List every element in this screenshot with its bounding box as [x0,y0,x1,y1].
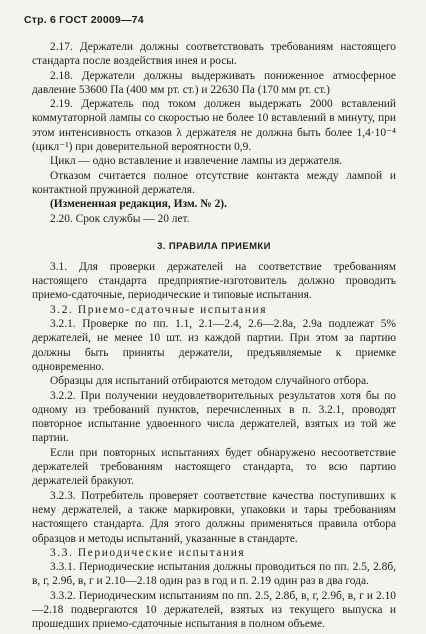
subsection-heading-3-2: 3.2. Приемо-сдаточные испытания [50,303,268,316]
page-header: Стр. 6 ГОСТ 20009—74 [24,14,144,26]
paragraph-2-20: 2.20. Срок службы — 20 лет. [50,212,190,225]
paragraph-3-3-2: 3.3.2. Периодическим испытаниям по пп. 2.5, 2.8б, в, г, 2.9б, в, г и 2.10—2.18 подвергаются 10 держателей, взятых из текущего выпуска и прошедших приемо-сдаточные испытания в полном объеме. [32,589,396,631]
paragraph-failure-definition: Отказом считается полное отсутствие контакта между лампой и контактной пружиной держателя. [32,169,396,196]
paragraph-cycle-definition: Цикл — одно вставление и извлечение лампы из держателя. [50,155,343,168]
paragraph-3-2-2: 3.2.2. При получении неудовлетворительных результатов хотя бы по одному из требований пунктов, перечисленных в п. 3.2.1, проводят повторное испытание удвоенного числа держателей, взятых из той же партии. [32,389,396,445]
paragraph-3-3-1: 3.3.1. Периодические испытания должны проводиться по пп. 2.5, 2.8б, в, г, 2.9б, в, г и 2.10—2.18 один раз в год и п. 2.19 один раз в два года. [32,561,396,588]
subsection-heading-3-3: 3.3. Периодические испытания [50,546,246,559]
paragraph-2-19: 2.19. Держатель под током должен выдержать 2000 вставлений коммутаторной лампы со скоростью не более 10 вставлений в минуту, при этом интенсивность отказов λ держателя не должна быть более 1,4·10⁻⁴ (цикл⁻¹) при доверительной вероятности 0,9. [32,98,396,154]
paragraph-repeat-test: Если при повторных испытаниях будет обнаружено несоответствие держателей требованиям настоящего стандарта, то всю партию держателей бракуют. [32,446,396,488]
amendment-note: (Измененная редакция, Изм. № 2). [50,198,227,211]
paragraph-3-2-1: 3.2.1. Проверке по пп. 1.1, 2.1—2.4, 2.6—2.8а, 2.9а подлежат 5% держателей, не менее 10 шт. из каждой партии. При этом за партию должны быть приняты держатели, предъявляемые к приемке одновременно. [32,318,396,373]
paragraph-samples: Образцы для испытаний отбираются методом случайного отбора. [50,375,369,388]
paragraph-2-17: 2.17. Держатели должны соответствовать требованиям настоящего стандарта после воздействия инея и росы. [32,41,396,68]
paragraph-3-2-3: 3.2.3. Потребитель проверяет соответствие качества поступивших к нему держателей, а также маркировки, упаковки и тары требованиям настоящего стандарта. Для этого должны применяться правила отбора образцов и методы испытаний, указанные в стандарте. [32,489,396,545]
paragraph-3-1: 3.1. Для проверки держателей на соответствие требованиям настоящего стандарта предприятие-изготовитель должно проводить приемо-сдаточные, периодические и типовые испытания. [32,260,396,302]
section-title: 3. ПРАВИЛА ПРИЕМКИ [157,240,271,252]
paragraph-2-18: 2.18. Держатели должны выдерживать пониженное атмосферное давление 53600 Па (400 мм рт. ст.) и 22630 Па (170 мм рт. ст.) [32,69,396,96]
